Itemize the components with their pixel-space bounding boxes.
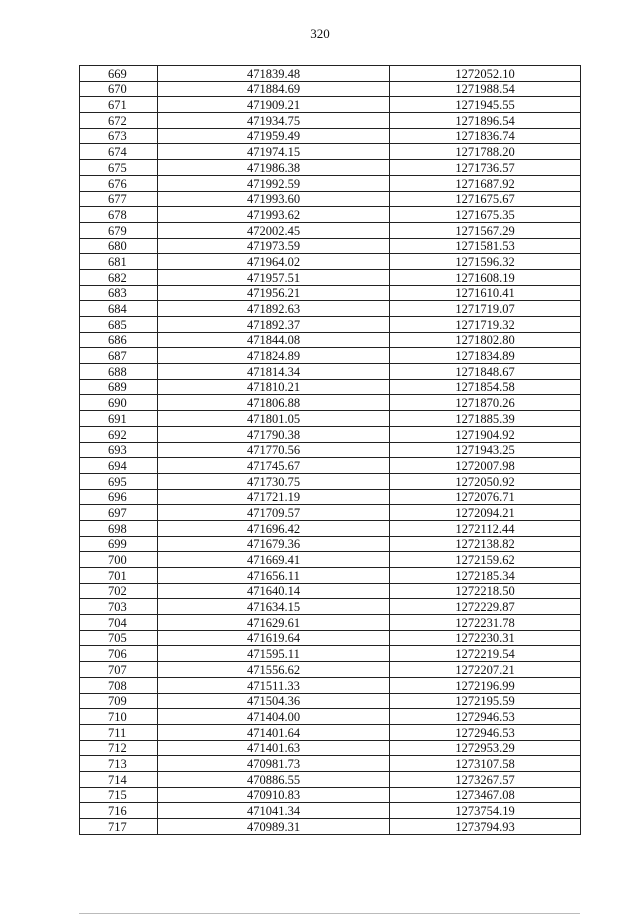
x-coordinate-cell: 471504.36	[158, 693, 390, 709]
x-coordinate-cell: 471992.59	[158, 175, 390, 191]
table-row	[80, 552, 581, 568]
point-number-cell: 704	[80, 615, 158, 631]
y-coordinate-cell: 1272946.53	[390, 709, 581, 725]
y-coordinate-cell: 1271675.35	[390, 207, 581, 223]
x-coordinate-cell: 471619.64	[158, 630, 390, 646]
table-row	[80, 238, 581, 254]
point-number-cell: 717	[80, 819, 158, 835]
x-coordinate-cell: 471892.37	[158, 317, 390, 333]
table-row	[80, 771, 581, 787]
y-coordinate-cell: 1271896.54	[390, 113, 581, 129]
y-coordinate-cell: 1272946.53	[390, 724, 581, 740]
table-row	[80, 568, 581, 584]
x-coordinate-cell: 470989.31	[158, 819, 390, 835]
table-row	[80, 332, 581, 348]
point-number-cell: 677	[80, 191, 158, 207]
point-number-cell: 691	[80, 411, 158, 427]
x-coordinate-cell: 472002.45	[158, 222, 390, 238]
y-coordinate-cell: 1271608.19	[390, 269, 581, 285]
point-number-cell: 700	[80, 552, 158, 568]
table-row	[80, 615, 581, 631]
x-coordinate-cell: 471401.64	[158, 724, 390, 740]
point-number-cell: 676	[80, 175, 158, 191]
table-row	[80, 662, 581, 678]
point-number-cell: 709	[80, 693, 158, 709]
y-coordinate-cell: 1271687.92	[390, 175, 581, 191]
point-number-cell: 715	[80, 787, 158, 803]
y-coordinate-cell: 1271943.25	[390, 442, 581, 458]
page-number: 320	[310, 26, 330, 41]
y-coordinate-cell: 1271988.54	[390, 81, 581, 97]
y-coordinate-cell: 1271581.53	[390, 238, 581, 254]
table-row	[80, 473, 581, 489]
page-bottom-edge	[79, 913, 580, 914]
table-row	[80, 222, 581, 238]
point-number-cell: 714	[80, 771, 158, 787]
x-coordinate-cell: 471844.08	[158, 332, 390, 348]
x-coordinate-cell: 471634.15	[158, 599, 390, 615]
x-coordinate-cell: 471839.48	[158, 66, 390, 82]
y-coordinate-cell: 1272953.29	[390, 740, 581, 756]
x-coordinate-cell: 471884.69	[158, 81, 390, 97]
table-row	[80, 740, 581, 756]
y-coordinate-cell: 1272231.78	[390, 615, 581, 631]
table-row	[80, 269, 581, 285]
x-coordinate-cell: 471679.36	[158, 536, 390, 552]
y-coordinate-cell: 1271610.41	[390, 285, 581, 301]
point-number-cell: 688	[80, 364, 158, 380]
point-number-cell: 682	[80, 269, 158, 285]
point-number-cell: 698	[80, 520, 158, 536]
y-coordinate-cell: 1273794.93	[390, 819, 581, 835]
y-coordinate-cell: 1272219.54	[390, 646, 581, 662]
x-coordinate-cell: 471669.41	[158, 552, 390, 568]
x-coordinate-cell: 471041.34	[158, 803, 390, 819]
x-coordinate-cell: 471401.63	[158, 740, 390, 756]
point-number-cell: 679	[80, 222, 158, 238]
table-row	[80, 97, 581, 113]
x-coordinate-cell: 471993.62	[158, 207, 390, 223]
point-number-cell: 684	[80, 301, 158, 317]
y-coordinate-cell: 1272076.71	[390, 489, 581, 505]
table-row	[80, 113, 581, 129]
point-number-cell: 670	[80, 81, 158, 97]
point-number-cell: 708	[80, 677, 158, 693]
table-row	[80, 301, 581, 317]
table-row	[80, 677, 581, 693]
x-coordinate-cell: 471909.21	[158, 97, 390, 113]
point-number-cell: 711	[80, 724, 158, 740]
point-number-cell: 686	[80, 332, 158, 348]
y-coordinate-cell: 1272138.82	[390, 536, 581, 552]
x-coordinate-cell: 471556.62	[158, 662, 390, 678]
y-coordinate-cell: 1272196.99	[390, 677, 581, 693]
table-row	[80, 693, 581, 709]
x-coordinate-cell: 471640.14	[158, 583, 390, 599]
table-row	[80, 348, 581, 364]
table-row	[80, 489, 581, 505]
table-row	[80, 787, 581, 803]
table-row	[80, 724, 581, 740]
table-row	[80, 128, 581, 144]
table-row	[80, 442, 581, 458]
y-coordinate-cell: 1273467.08	[390, 787, 581, 803]
y-coordinate-cell: 1273754.19	[390, 803, 581, 819]
point-number-cell: 716	[80, 803, 158, 819]
x-coordinate-cell: 471656.11	[158, 568, 390, 584]
x-coordinate-cell: 471806.88	[158, 395, 390, 411]
x-coordinate-cell: 471770.56	[158, 442, 390, 458]
table-row	[80, 317, 581, 333]
x-coordinate-cell: 471824.89	[158, 348, 390, 364]
point-number-cell: 674	[80, 144, 158, 160]
x-coordinate-cell: 471986.38	[158, 160, 390, 176]
y-coordinate-cell: 1273107.58	[390, 756, 581, 772]
table-row	[80, 364, 581, 380]
table-row	[80, 583, 581, 599]
table-row	[80, 411, 581, 427]
y-coordinate-cell: 1271736.57	[390, 160, 581, 176]
point-number-cell: 713	[80, 756, 158, 772]
table-row	[80, 160, 581, 176]
table-row	[80, 520, 581, 536]
y-coordinate-cell: 1271834.89	[390, 348, 581, 364]
x-coordinate-cell: 471709.57	[158, 505, 390, 521]
y-coordinate-cell: 1271836.74	[390, 128, 581, 144]
table-row	[80, 191, 581, 207]
point-number-cell: 710	[80, 709, 158, 725]
x-coordinate-cell: 471956.21	[158, 285, 390, 301]
y-coordinate-cell: 1271904.92	[390, 426, 581, 442]
coordinates-table-body	[80, 66, 581, 835]
y-coordinate-cell: 1272112.44	[390, 520, 581, 536]
point-number-cell: 697	[80, 505, 158, 521]
table-row	[80, 379, 581, 395]
x-coordinate-cell: 471696.42	[158, 520, 390, 536]
point-number-cell: 671	[80, 97, 158, 113]
x-coordinate-cell: 470886.55	[158, 771, 390, 787]
table-row	[80, 536, 581, 552]
x-coordinate-cell: 471993.60	[158, 191, 390, 207]
x-coordinate-cell: 471964.02	[158, 254, 390, 270]
y-coordinate-cell: 1271719.07	[390, 301, 581, 317]
point-number-cell: 689	[80, 379, 158, 395]
table-row	[80, 709, 581, 725]
x-coordinate-cell: 471959.49	[158, 128, 390, 144]
y-coordinate-cell: 1271885.39	[390, 411, 581, 427]
x-coordinate-cell: 470981.73	[158, 756, 390, 772]
point-number-cell: 680	[80, 238, 158, 254]
table-row	[80, 458, 581, 474]
point-number-cell: 678	[80, 207, 158, 223]
y-coordinate-cell: 1271848.67	[390, 364, 581, 380]
point-number-cell: 692	[80, 426, 158, 442]
y-coordinate-cell: 1271802.80	[390, 332, 581, 348]
point-number-cell: 669	[80, 66, 158, 82]
table-row	[80, 803, 581, 819]
y-coordinate-cell: 1271567.29	[390, 222, 581, 238]
point-number-cell: 681	[80, 254, 158, 270]
point-number-cell: 703	[80, 599, 158, 615]
x-coordinate-cell: 471721.19	[158, 489, 390, 505]
y-coordinate-cell: 1272229.87	[390, 599, 581, 615]
y-coordinate-cell: 1272207.21	[390, 662, 581, 678]
point-number-cell: 699	[80, 536, 158, 552]
y-coordinate-cell: 1272094.21	[390, 505, 581, 521]
x-coordinate-cell: 471790.38	[158, 426, 390, 442]
table-row	[80, 505, 581, 521]
x-coordinate-cell: 471404.00	[158, 709, 390, 725]
x-coordinate-cell: 471814.34	[158, 364, 390, 380]
x-coordinate-cell: 471934.75	[158, 113, 390, 129]
point-number-cell: 683	[80, 285, 158, 301]
y-coordinate-cell: 1272159.62	[390, 552, 581, 568]
point-number-cell: 675	[80, 160, 158, 176]
table-row	[80, 819, 581, 835]
point-number-cell: 696	[80, 489, 158, 505]
point-number-cell: 706	[80, 646, 158, 662]
y-coordinate-cell: 1273267.57	[390, 771, 581, 787]
y-coordinate-cell: 1271719.32	[390, 317, 581, 333]
point-number-cell: 707	[80, 662, 158, 678]
point-number-cell: 702	[80, 583, 158, 599]
x-coordinate-cell: 471745.67	[158, 458, 390, 474]
y-coordinate-cell: 1272218.50	[390, 583, 581, 599]
point-number-cell: 673	[80, 128, 158, 144]
point-number-cell: 695	[80, 473, 158, 489]
table-row	[80, 599, 581, 615]
y-coordinate-cell: 1272052.10	[390, 66, 581, 82]
y-coordinate-cell: 1271854.58	[390, 379, 581, 395]
point-number-cell: 693	[80, 442, 158, 458]
y-coordinate-cell: 1272195.59	[390, 693, 581, 709]
x-coordinate-cell: 471595.11	[158, 646, 390, 662]
y-coordinate-cell: 1271870.26	[390, 395, 581, 411]
x-coordinate-cell: 471629.61	[158, 615, 390, 631]
point-number-cell: 701	[80, 568, 158, 584]
x-coordinate-cell: 471730.75	[158, 473, 390, 489]
point-number-cell: 712	[80, 740, 158, 756]
y-coordinate-cell: 1272230.31	[390, 630, 581, 646]
table-row	[80, 207, 581, 223]
table-row	[80, 175, 581, 191]
x-coordinate-cell: 471511.33	[158, 677, 390, 693]
y-coordinate-cell: 1272007.98	[390, 458, 581, 474]
table-row	[80, 285, 581, 301]
point-number-cell: 685	[80, 317, 158, 333]
y-coordinate-cell: 1272185.34	[390, 568, 581, 584]
table-row	[80, 254, 581, 270]
table-row	[80, 81, 581, 97]
x-coordinate-cell: 471973.59	[158, 238, 390, 254]
point-number-cell: 705	[80, 630, 158, 646]
x-coordinate-cell: 471810.21	[158, 379, 390, 395]
table-row	[80, 395, 581, 411]
x-coordinate-cell: 471957.51	[158, 269, 390, 285]
x-coordinate-cell: 471974.15	[158, 144, 390, 160]
point-number-cell: 672	[80, 113, 158, 129]
x-coordinate-cell: 471801.05	[158, 411, 390, 427]
y-coordinate-cell: 1271596.32	[390, 254, 581, 270]
y-coordinate-cell: 1271788.20	[390, 144, 581, 160]
y-coordinate-cell: 1271675.67	[390, 191, 581, 207]
y-coordinate-cell: 1271945.55	[390, 97, 581, 113]
table-row	[80, 756, 581, 772]
x-coordinate-cell: 471892.63	[158, 301, 390, 317]
point-number-cell: 690	[80, 395, 158, 411]
table-row	[80, 630, 581, 646]
x-coordinate-cell: 470910.83	[158, 787, 390, 803]
table-row	[80, 66, 581, 82]
point-number-cell: 687	[80, 348, 158, 364]
table-row	[80, 426, 581, 442]
table-row	[80, 646, 581, 662]
coordinates-table	[79, 65, 581, 835]
point-number-cell: 694	[80, 458, 158, 474]
y-coordinate-cell: 1272050.92	[390, 473, 581, 489]
table-row	[80, 144, 581, 160]
